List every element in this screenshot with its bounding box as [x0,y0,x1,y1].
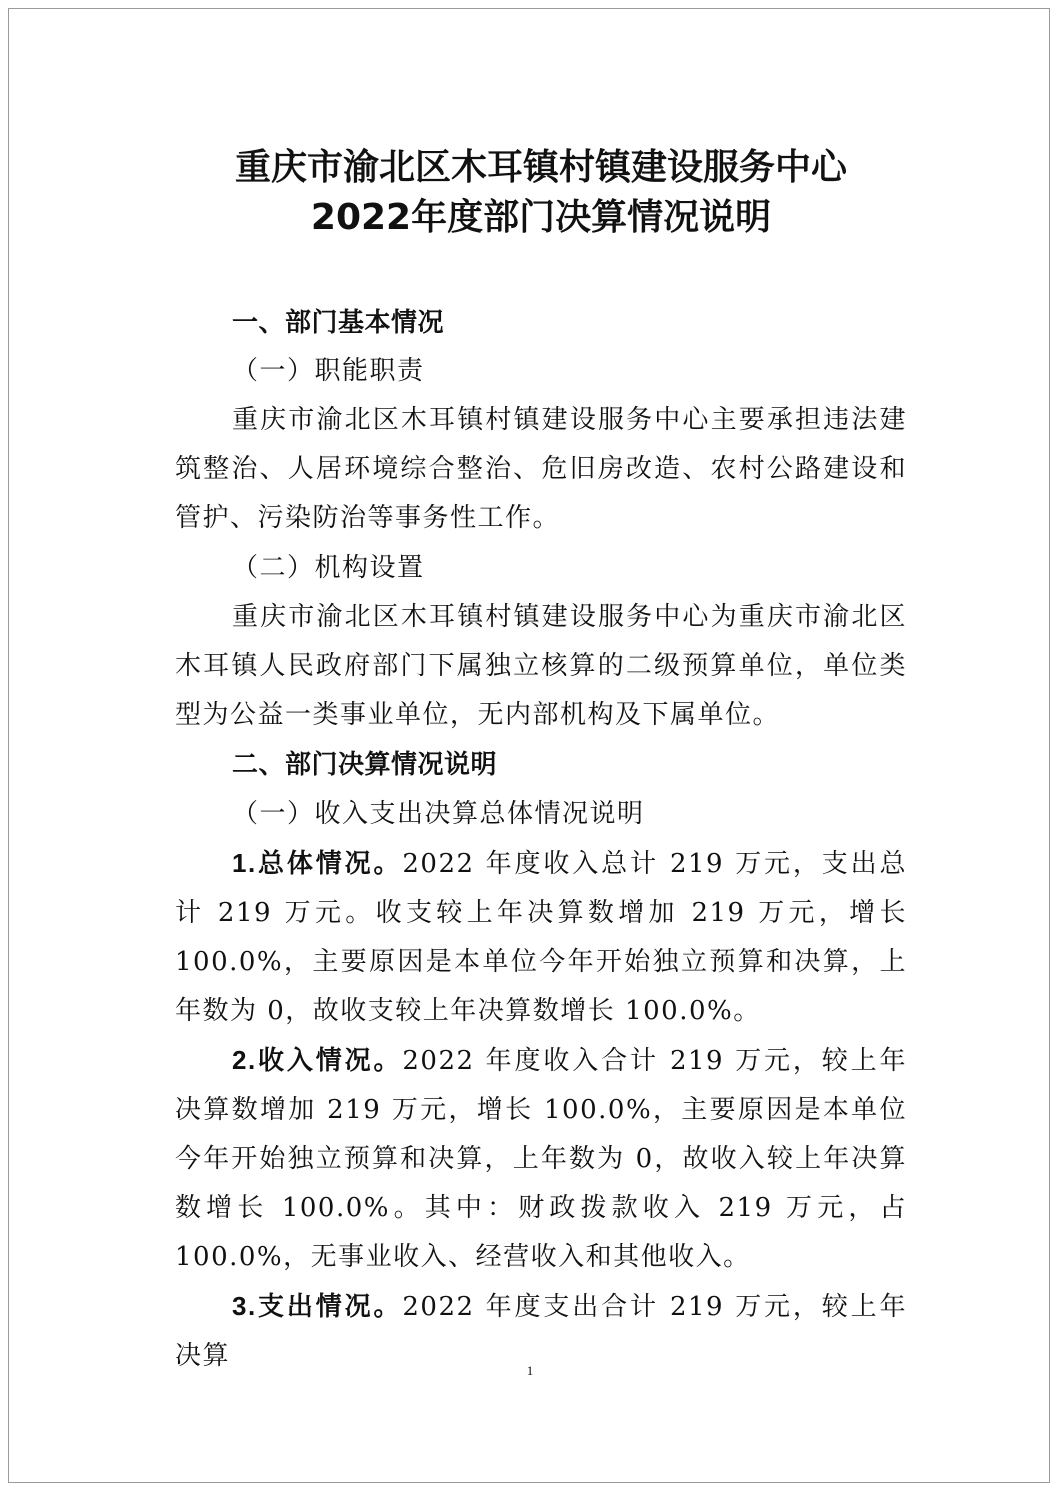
item-2-number: 2. [232,1045,257,1075]
item-1-paragraph [175,839,907,1036]
section-1-paragraph-1: 重庆市渝北区木耳镇村镇建设服务中心主要承担违法建筑整治、人居环境综合整治、危旧房改造、农村公路建设和管护、污染防治等事务性工作。 [175,405,907,533]
item-2-text: 2022 年度收入合计 219 万元，较上年决算数增加 219 万元，增长 100.0%，主要原因是本单位今年开始独立预算和决算，上年数为 0，故收入较上年决算数增长 100.0%。其中：财政拨款收入 219 万元，占 100.0%，无事业收入、经营收入和其他收入。 [175,1046,907,1272]
item-3-lead: 支出情况。 [256,1292,403,1322]
item-2-paragraph [175,1036,907,1282]
section-1-paragraph-2: 重庆市渝北区木耳镇村镇建设服务中心为重庆市渝北区木耳镇人民政府部门下属独立核算的二级预算单位，单位类型为公益一类事业单位，无内部机构及下属单位。 [175,602,907,730]
title-line-1: 重庆市渝北区木耳镇村镇建设服务中心 [234,147,847,188]
section-2-sub-1: （一）收入支出决算总体情况说明 [232,799,645,829]
item-1-number: 1. [232,848,257,878]
section-1-sub-2: （二）机构设置 [232,553,425,583]
item-2-lead: 收入情况。 [256,1046,403,1076]
document-page [8,8,1050,1483]
item-1-text: 2022 年度收入总计 219 万元，支出总计 219 万元。收支较上年决算数增加 219 万元，增长 100.0%，主要原因是本单位今年开始独立预算和决算，上年数为 0，故收支较上年决算数增长 100.0%。 [175,849,907,1026]
item-3-text: 2022 年度支出合计 219 万元，较上年决算 [175,1292,907,1371]
page-number: 1 [526,1363,534,1378]
item-1-lead: 总体情况。 [256,849,403,879]
section-1-sub-1: （一）职能职责 [232,356,425,386]
item-3-number: 3. [232,1291,257,1321]
section-2-heading: 二、部门决算情况说明 [232,750,498,780]
section-1-heading: 一、部门基本情况 [232,308,445,338]
title-line-2: 2022年度部门决算情况说明 [310,197,772,238]
